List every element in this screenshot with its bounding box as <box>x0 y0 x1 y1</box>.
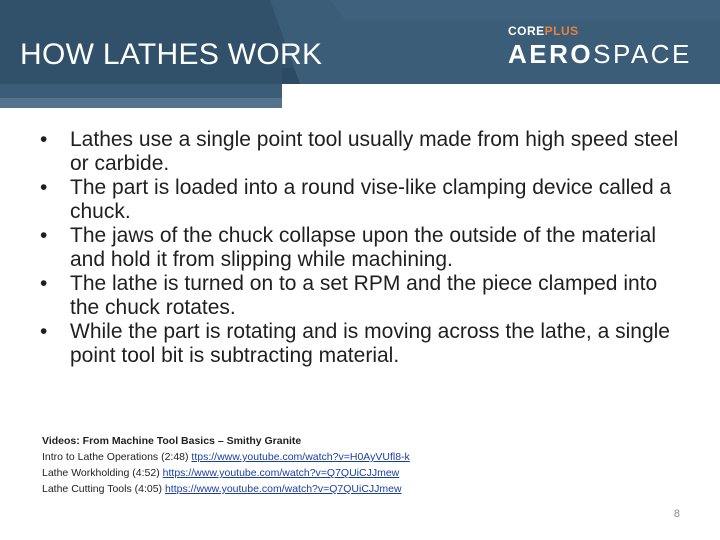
bullet-item: • While the part is rotating and is moving across the lathe, a single point tool bit is subtracting material. <box>40 320 680 367</box>
bullet-item: • The lathe is turned on to a set RPM and the piece clamped into the chuck rotates. <box>40 272 680 319</box>
reference-line <box>42 465 682 481</box>
reference-label: Lathe Workholding (4:52) <box>42 467 163 479</box>
reference-link[interactable]: https://www.youtube.com/watch?v=Q7QUiCJJmew <box>162 467 400 479</box>
video-references <box>42 433 682 497</box>
reference-link[interactable]: https://www.youtube.com/watch?v=Q7QUiCJJmew <box>164 483 402 495</box>
logo-aero-text: AERO <box>508 39 594 69</box>
logo-plus-text: PLUS <box>544 24 579 38</box>
reference-line <box>42 449 682 465</box>
bullet-item: • Lathes use a single point tool usually made from high speed steel or carbide. <box>40 128 680 175</box>
header-banner <box>0 0 720 108</box>
reference-label: Intro to Lathe Operations (2:48) <box>42 451 192 463</box>
bullet-item: • The jaws of the chuck collapse upon the outside of the material and hold it from slipping while machining. <box>40 224 680 271</box>
reference-label: Lathe Cutting Tools (4:05) <box>42 483 165 495</box>
logo-core-text: CORE <box>508 24 545 38</box>
references-heading: Videos: From Machine Tool Basics – Smithy Granite <box>42 435 302 447</box>
slide-title: HOW LATHES WORK <box>20 38 323 71</box>
logo-top-text <box>508 24 579 38</box>
coreplus-aerospace-logo <box>508 24 704 76</box>
page-number: 8 <box>673 508 680 520</box>
logo-main-text <box>508 39 692 70</box>
reference-link[interactable]: ttps://www.youtube.com/watch?v=H0AyVUfl8-k <box>191 451 410 463</box>
reference-line <box>42 481 682 497</box>
logo-space-text: SPACE <box>593 39 692 69</box>
bullet-list <box>40 128 680 368</box>
bullet-item: • The part is loaded into a round vise-like clamping device called a chuck. <box>40 176 680 223</box>
